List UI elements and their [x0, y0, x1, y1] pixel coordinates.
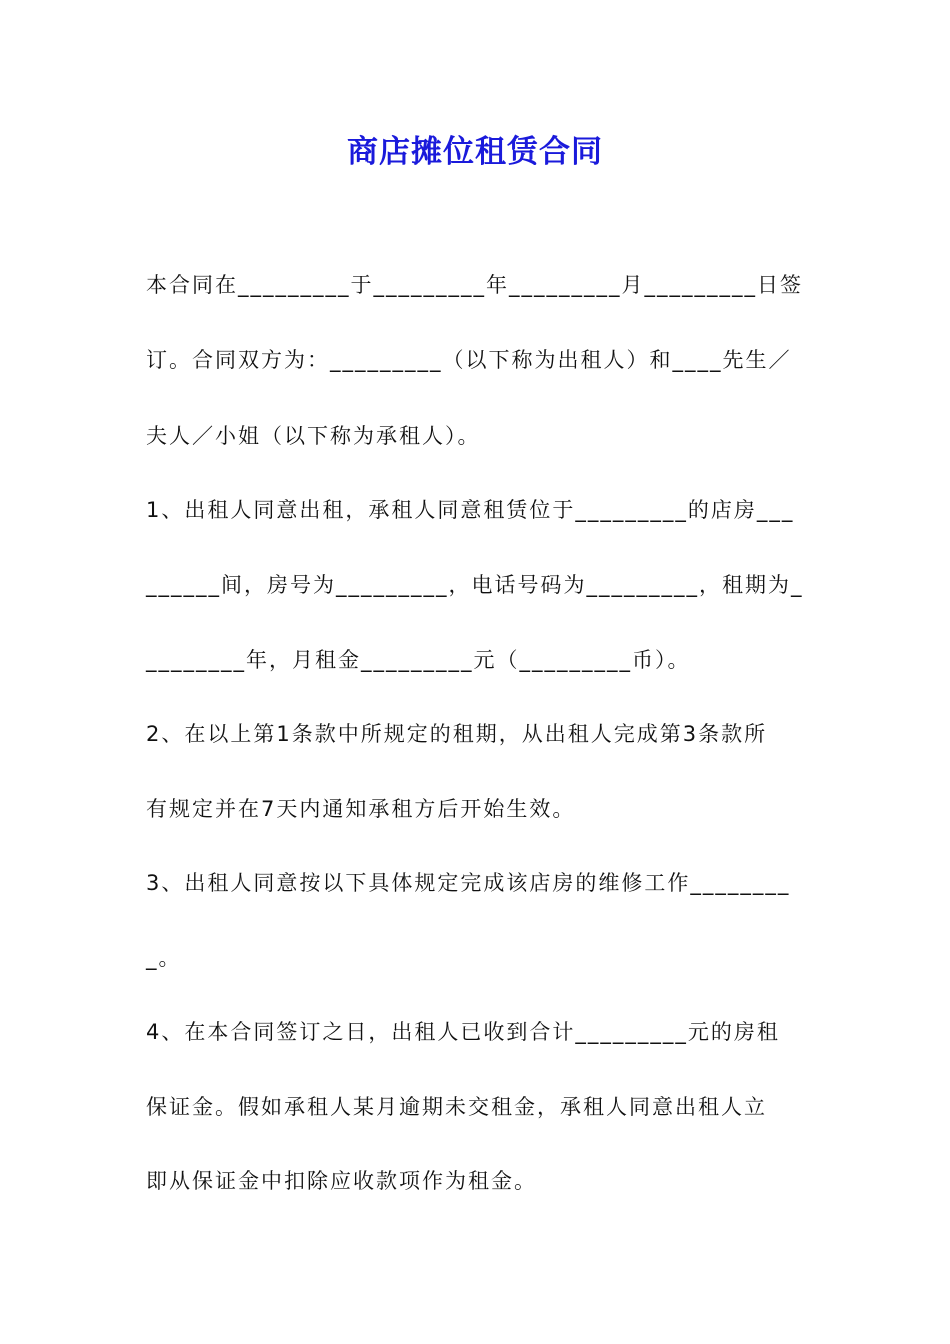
clause-2-line: 2、在以上第1条款中所规定的租期，从出租人完成第3条款所: [146, 722, 768, 746]
clause-4-line: 保证金。假如承租人某月逾期未交租金，承租人同意出租人立: [146, 1095, 767, 1119]
paragraph-line: 夫人／小姐（以下称为承租人）。: [146, 424, 481, 448]
clause-3-line: 3、出租人同意按以下具体规定完成该店房的维修工作________: [146, 871, 791, 895]
clause-2-line: 有规定并在7天内通知承租方后开始生效。: [146, 797, 576, 821]
clause-1-line: ________年，月租金_________元（_________币）。: [146, 648, 691, 672]
clause-4-line: 即从保证金中扣除应收款项作为租金。: [146, 1169, 537, 1193]
paragraph-line: 本合同在_________于_________年_________月_________日签: [146, 273, 803, 297]
clause-4-line: 4、在本合同签订之日，出租人已收到合计_________元的房租: [146, 1020, 780, 1044]
clause-3-line: _。: [146, 946, 182, 970]
paragraph-line: 订。合同双方为：_________（以下称为出租人）和____先生／: [146, 348, 792, 372]
document-title: 商店摊位租赁合同: [347, 134, 603, 170]
clause-1-line: 1、出租人同意出租，承租人同意租赁位于_________的店房___: [146, 498, 795, 522]
clause-1-line: ______间，房号为_________，电话号码为_________，租期为_: [146, 573, 804, 597]
